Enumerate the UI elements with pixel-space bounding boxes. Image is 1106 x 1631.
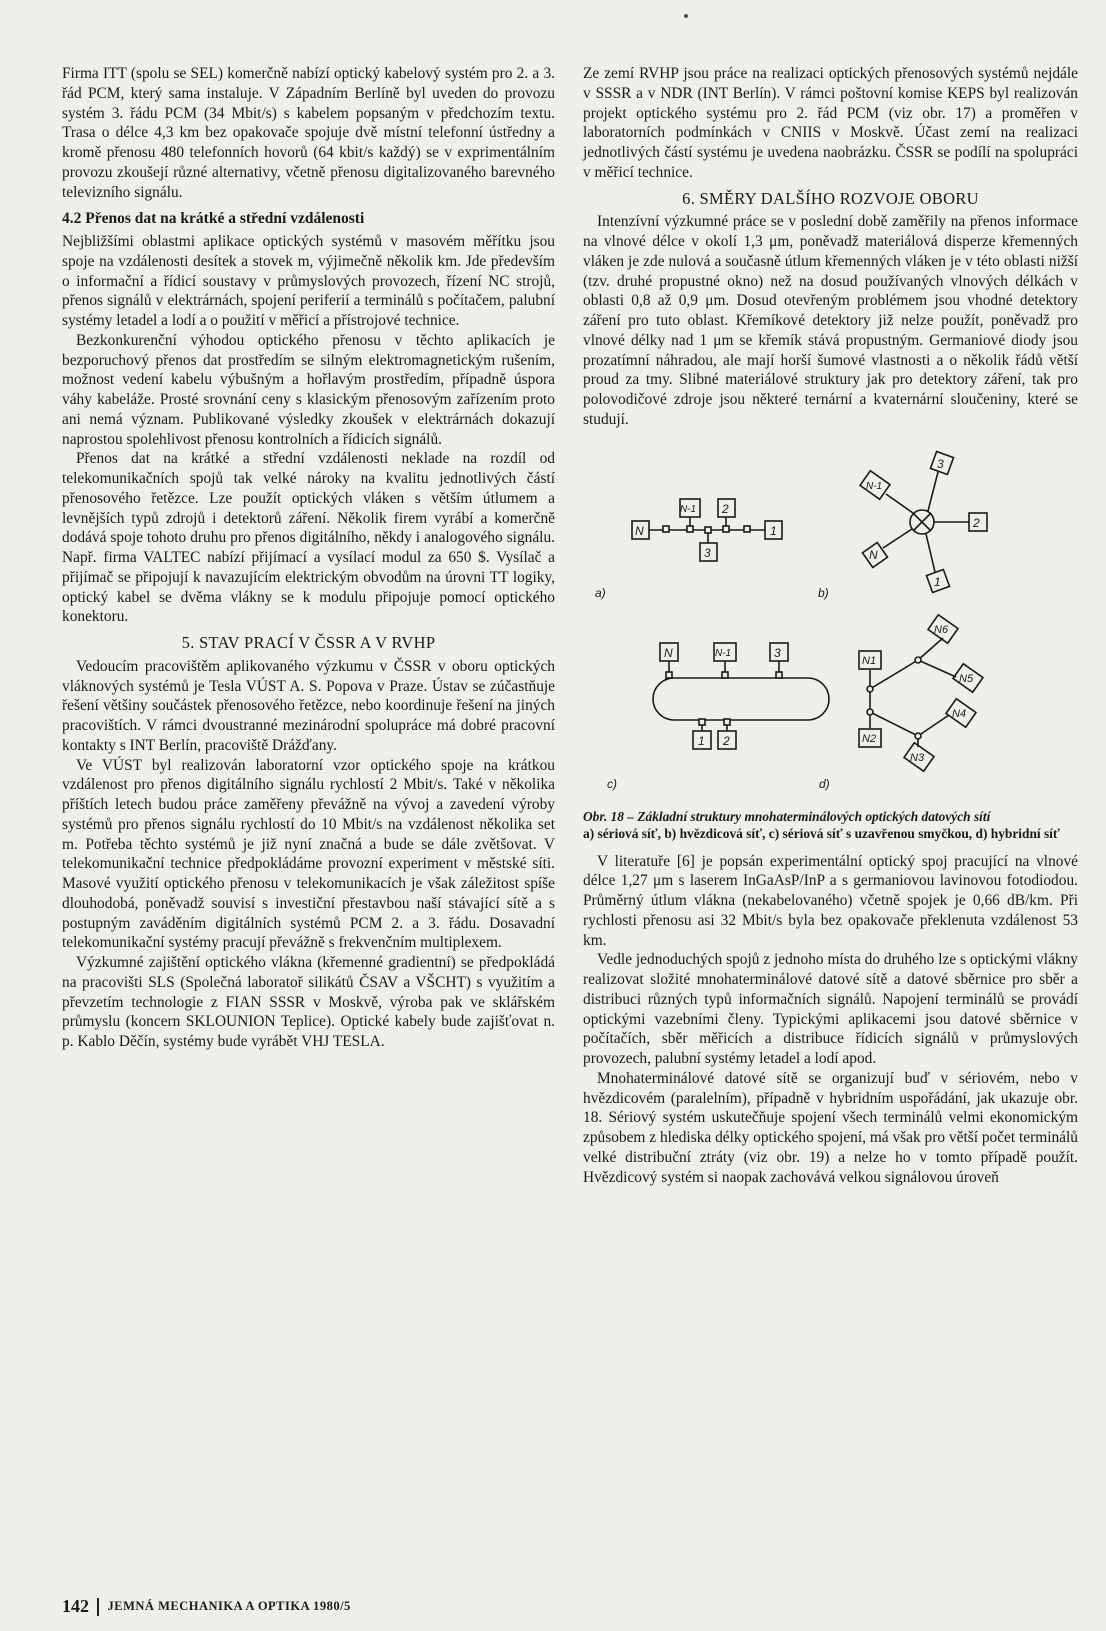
paragraph: V literatuře [6] je popsán experimentální optický spoj pracující na vlnové délce 1,27 μm s laserem InGaAsP/InP a s germaniovou lavinovou fotodiodou. Průměrný útlum vlákna (nekabelovaného) včetně spojek je 0,66 dB/km. Při rychlosti přenosu asi 32 Mbit/s byla bez opakovače překlenuta vzdálenost 53 km. [583, 852, 1078, 949]
node-label: 2 [973, 515, 980, 530]
node-label: N3 [910, 751, 925, 764]
node-label: 1 [770, 523, 777, 538]
node-label: N [869, 547, 878, 562]
section-heading-5: 5. STAV PRACÍ V ČSSR A V RVHP [181, 633, 436, 652]
paragraph: Výzkumné zajištění optického vlákna (křemenné gradientní) se předpokládá na pracovišti SLS (Společná laboratoř silikátů ČSAV a VŠCHT) s využitím a převzetím technologie z FIAN SSSR v Moskvě, výroba pak ve sklářském průmyslu (koncern SKLOUNION Teplice). Optické kabely bude zajišťovat n. p. Kablo Děčín, systémy bude vyrábět VHJ TESLA. [62, 954, 555, 1050]
node-label: 3 [937, 456, 944, 471]
node-label: N5 [959, 672, 974, 685]
diagram-d-hybrid [859, 614, 983, 771]
diagram-c-loop [653, 643, 829, 749]
node-label: N-1 [866, 480, 883, 492]
label-b: b) [818, 585, 829, 600]
node-label: 2 [723, 733, 730, 748]
node-label: 1 [934, 574, 941, 589]
node-label: N-1 [680, 503, 697, 515]
diagram-a-serial [632, 499, 782, 561]
paragraph: Vedoucím pracovištěm aplikovaného výzkumu v ČSSR v oboru optických vláknových systémů je Tesla VÚST A. S. Popova v Praze. Ústav se zúčastňuje řešení většiny součástek přenosového řetězce, nebo koordinuje řešení na jiných pracovištích. V rámci dvoustranné mezinárodní spolupráce má dobré pracovní kontakty s INT Berlín, pracoviště Drážďany. [62, 657, 555, 754]
node-label: N [635, 523, 644, 538]
section-heading-4-2: 4.2 Přenos dat na krátké a střední vzdálenosti [62, 210, 365, 228]
node-label: N-1 [715, 647, 732, 659]
paragraph: Intenzívní výzkumné práce se v poslední době zaměřily na přenos informace na vlnové délce v okolí 1,3 μm, poněvadž materiálová disperze křemenných vláken je zde nulová a současně útlum křemenných vláken je v této oblasti nižší (tzv. druhé propustné okno) než na dosud používaných vlnových délkách v oblasti 0,8 až 0,9 μm. Dosud otevřeným problémem jsou vhodné detektory záření pro tuto oblast. Křemíkové detektory již nelze použít, poněvadž pro vlnové délky nad 1 μm se křemík stává propustným. Germaniové diody jsou prozatímní náhradou, ale mají horší šumové vlastnosti a o několik řádů větší proud za tmy. Slibné materiálové struktury jak pro detektory záření, tak pro polovodičové zdroje jsou některé ternární a kvaternární sloučeniny, které se studují. [583, 213, 1078, 428]
right-column [583, 64, 1078, 1187]
node-label: 3 [774, 645, 781, 660]
paragraph: Ve VÚST byl realizován laboratorní vzor optického spoje na krátkou vzdálenost pro přenos digitálního signálu rychlostí 2 Mbit/s. Také v několika příštích letech budou práce zaměřeny převážně na vývoj a zavedení výroby systémů pro přenos signálu rychlostí do 10 Mbit/s na vzdálenost několika set m. Potřeba těchto systémů je již nyní značná a bude se dále zvětšovat. V telekomunikační technice předpokládáme provozní experiment v městské síti. Masové využití optického přenosu v telekomunikacích je však záležitost spíše dlouhodobá, poněvadž souvisí s investiční přestavbou naší stávající sítě a s postupným zaváděním digitálních systémů PCM 2. a 3. řádu. Dosavadní telekomunikační systémy pracují převážně s frekvenčním multiplexem. [62, 756, 555, 952]
paragraph: Nejbližšími oblastmi aplikace optických systémů v masovém měřítku jsou spoje na vzdálenosti desítek a stovek m, výjimečně několik km. Jde především o informační a řídicí soustavy v průmyslových provozech, řízení NC strojů, přenos signálů v elektrárnách, spojení periferií a terminálů s počítačem, palubní systémy letadel a lodí a o použití v měřicí a přístrojové technice. [62, 233, 555, 329]
node-label: N2 [862, 732, 877, 745]
paragraph: Mnohaterminálové datové sítě se organizují buď v sériovém, nebo v hvězdicovém (paralelním), případně v hybridním uspořádání, jak ukazuje obr. 18. Sériový systém uskutečňuje spojení všech terminálů velmi ekonomickým způsobem z hlediska délky optického spojení, má však pro větší počet terminálů velké distribuční ztráty (viz obr. 19) a nelze ho v tomto případě použít. Hvězdicový systém si naopak zachovává velkou signálovou úroveň [583, 1069, 1078, 1186]
paragraph: Přenos dat na krátké a střední vzdálenosti neklade na rozdíl od telekomunikačních spojů tak velké nároky na kvalitu jednotlivých částí přenosového řetězce. Lze použít optických vláken s větším útlumem a levnějších typů zdrojů i detektorů záření. Několik firem vyrábí a komerčně dodává spoje tohoto druhu pro přenos digitálního, někdy i analogového signálu. Např. firma VALTEC nabízí přijímací a vysílací modul za 650 $. Vysílač a přijímač se připojují k navazujícím elektrickým obvodům na úrovni TT logiky, optický kabel se dvěma vlákny se k modulu připojuje pomocí optického konektoru. [62, 450, 555, 626]
diagram-b-star [860, 451, 987, 592]
print-speck [684, 14, 688, 18]
label-a: a) [595, 585, 606, 600]
node-label: 1 [698, 733, 705, 748]
journal-name: JEMNÁ MECHANIKA A OPTIKA 1980/5 [107, 1599, 351, 1613]
figure-18 [583, 442, 1078, 804]
paragraph: Vedle jednoduchých spojů z jednoho místa do druhého lze s optickými vlákny realizovat složité mnohaterminálové datové sítě a datové sběrnice pro sběr a distribuci různých typů informačních signálů. Napojení terminálů se provádí optickými vazebními členy. Typickými aplikacemi jsou datové sběrnice v počítačích, sběr měřicích a distribuce řídicích signálů v průmyslových provozech, palubní systémy letadel a lodí apod. [583, 951, 1078, 1067]
node-label: N4 [952, 707, 967, 720]
footer-divider [97, 1598, 99, 1616]
node-label: N6 [934, 623, 949, 636]
caption-items: a) sériová síť, b) hvězdicová síť, c) sériová síť s uzavřenou smyčkou, d) hybridní síť [583, 825, 1060, 841]
node-label: 2 [722, 501, 729, 516]
paragraph: Bezkonkurenční výhodou optického přenosu v těchto aplikacích je bezporuchový přenos dat prostředím se silným elektromagnetickým rušením, možnost vedení kabelu výbušným a hořlavým prostředím, případně úspora váhy kabeláže. Prosté srovnání ceny s klasickým přenosovým zařízením proto ani nemá význam. Publikované výsledky zkoušek v elektrárnách dokazují naprostou spolehlivost přenosu kontrolních a řídicích signálů. [62, 331, 555, 448]
figure-caption [583, 808, 1078, 842]
paragraph: Ze zemí RVHP jsou práce na realizaci optických přenosových systémů nejdále v SSSR a v NDR (INT Berlín). V rámci poštovní komise KEPS byl realizován projekt optického systému pro 2. řád PCM (viz obr. 17) a proměřen v laboratorních podmínkách v CNIIS v Moskvě. Účast zemí na realizaci jednotlivých částí systému je uvedena naobrázku. ČSSR se podílí na spolupráci v měřicí technice. [583, 65, 1078, 181]
label-c: c) [607, 776, 617, 791]
node-label: N [664, 645, 673, 660]
page-number: 142 [62, 1596, 89, 1616]
page-footer [62, 1596, 351, 1617]
left-column [62, 64, 555, 1052]
network-diagrams [583, 442, 1078, 804]
paragraph: Firma ITT (spolu se SEL) komerčně nabízí optický kabelový systém pro 2. a 3. řád PCM, který sama instaluje. V Západním Berlíně byl uveden do provozu systém 3. řádu PCM (34 Mbit/s) s kabelem popsaným v předchozím textu. Trasa o délce 4,3 km bez opakovače spojuje dvě místní telefonní ústředny a kromě přenosu 480 telefonních hovorů (64 kbit/s každý) se v exprimentálním provozu zkoušejí různé alternativy, včetně přenosu digitalizovaného barevného televizního signálu. [62, 65, 555, 201]
caption-title: Obr. 18 – Základní struktury mnohaterminálových optických datových sítí [583, 808, 991, 824]
node-label: 3 [704, 545, 711, 560]
node-label: N1 [862, 654, 877, 667]
section-heading-6: 6. SMĚRY DALŠÍHO ROZVOJE OBORU [682, 188, 979, 208]
label-d: d) [819, 776, 830, 791]
